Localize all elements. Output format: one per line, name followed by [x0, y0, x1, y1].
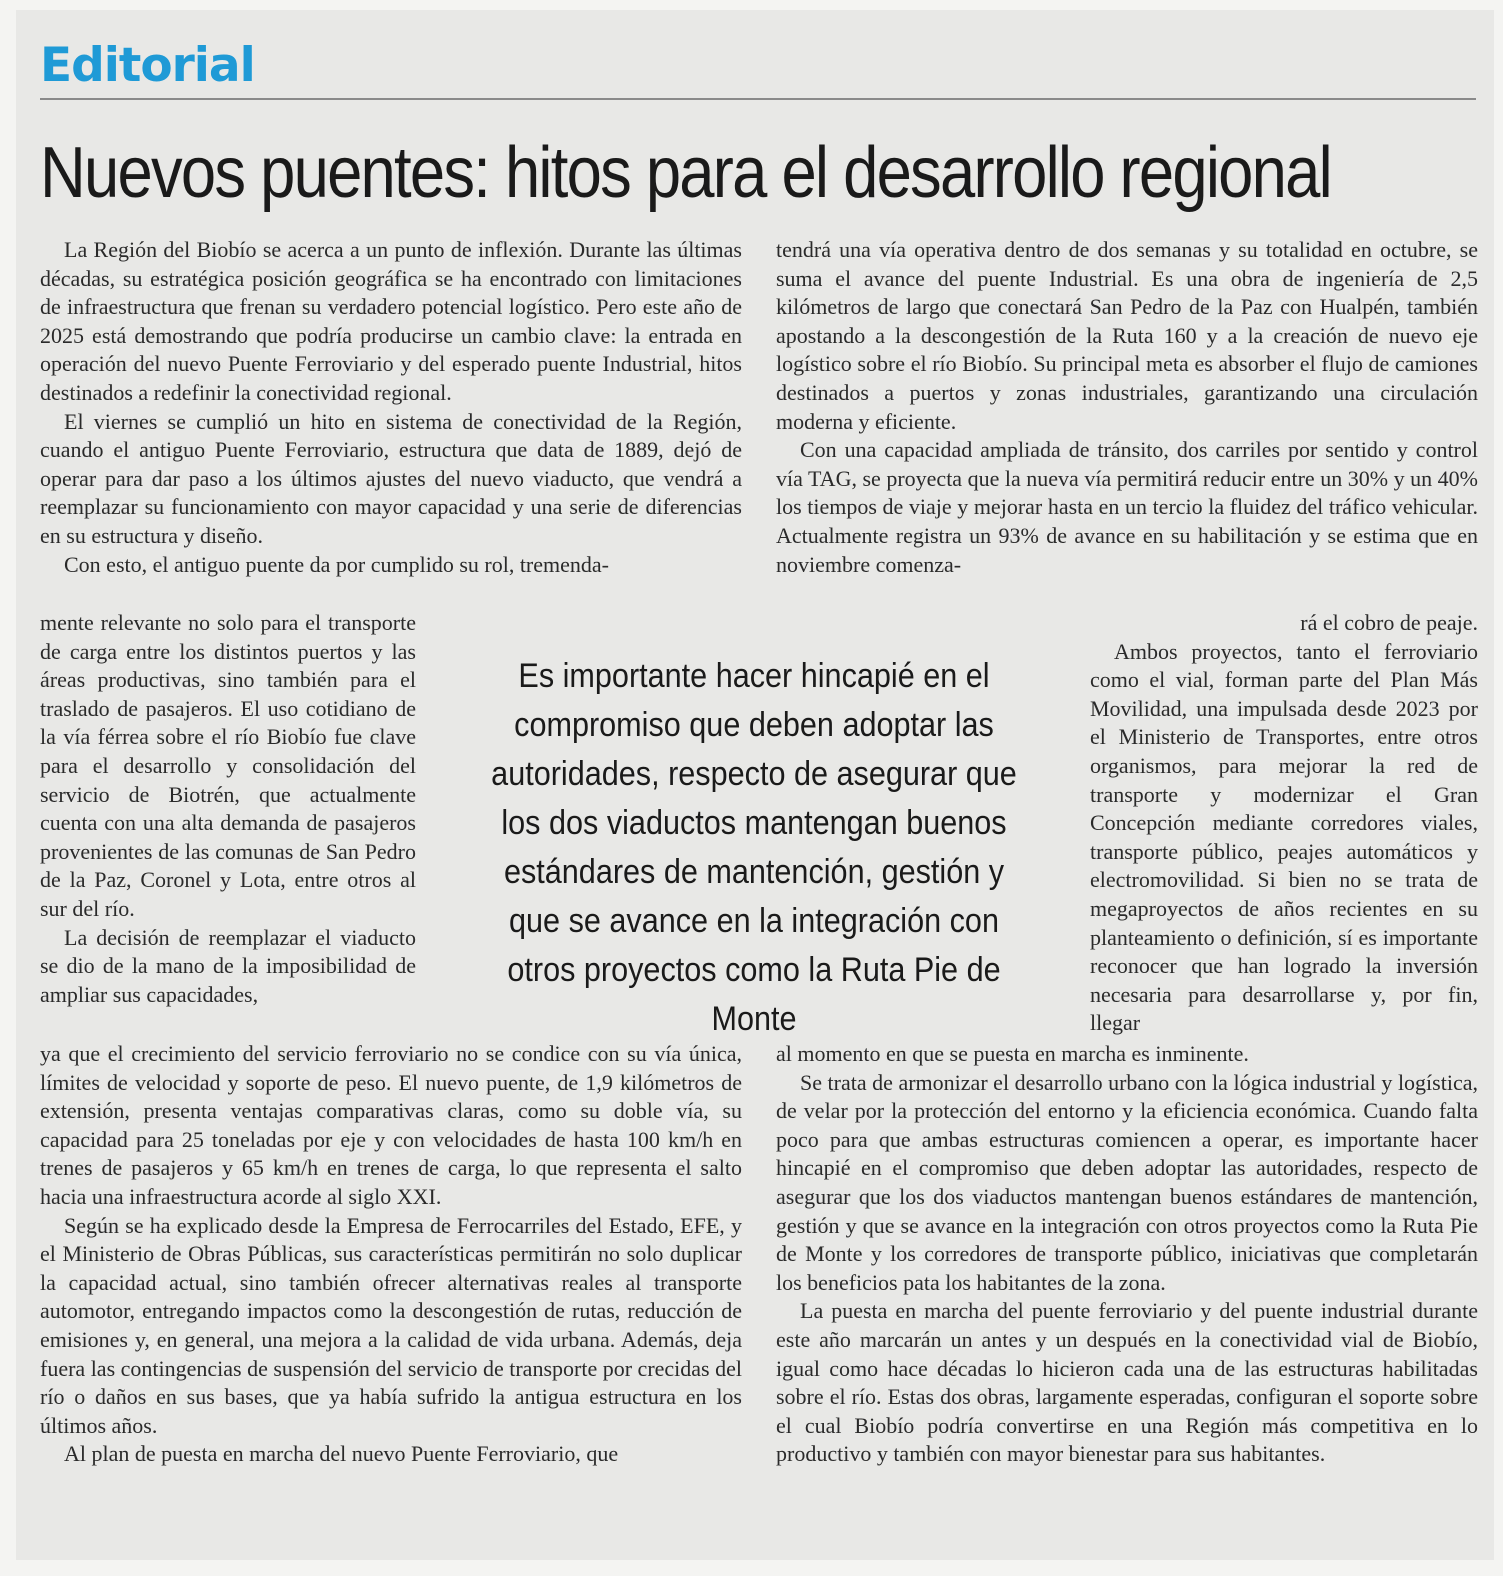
right-column-bottom — [776, 1040, 1478, 1469]
right-column-top — [776, 236, 1478, 579]
paragraph: mente relevante no solo para el transporte de carga entre los distintos puertos y las áreas productivas, sino también para el traslado de pasajeros. El uso cotidiano de la vía férrea sobre el río Biobío fue clave para el desarrollo y consolidación del servicio de Biotrén, que actualmente cuenta con una alta demanda de pasajeros provenientes de las comunas de San Pedro de la Paz, Coronel y Lota, entre otros al sur del río. — [40, 610, 416, 921]
section-divider — [40, 98, 1476, 100]
paragraph: Con esto, el antiguo puente da por cumplido su rol, tremenda- — [64, 551, 609, 577]
paragraph: Se trata de armonizar el desarrollo urbano con la lógica industrial y logística, de velar por la protección del entorno y la eficiencia económica. Cuando falta poco para que ambas estructuras comiencen a operar, es importante hacer hincapié en el compromiso que deben adoptar las autoridades, respecto de asegurar que los dos viaductos mantengan buenos estándares de mantención, gestión y que se avance en la integración con otros proyectos como la Ruta Pie de Monte y los corredores de transporte público, iniciativas que completarán los beneficios pata los habitantes de la zona. — [776, 1069, 1478, 1295]
paragraph: La puesta en marcha del puente ferroviario y del puente industrial durante este año marcarán un antes y un después en la conectividad vial de Biobío, igual como hace décadas lo hicieron cada una de las estructuras habilitadas sobre el río. Estas dos obras, largamente esperadas, configuran el soporte sobre el cual Biobío podría convertirse en una Región más competitiva en lo productivo y también con mayor bienestar para sus habitantes. — [776, 1298, 1478, 1467]
paragraph: El viernes se cumplió un hito en sistema de conectividad de la Región, cuando el antiguo Puente Ferroviario, estructura que data de 1889, dejó de operar para dar paso a los últimos ajustes del nuevo viaducto, que vendrá a reemplazar su funcionamiento con mayor capacidad y una serie de diferencias en su estructura y diseño. — [40, 408, 742, 548]
paragraph: La Región del Biobío se acerca a un punto de inflexión. Durante las últimas décadas, su estratégica posición geográfica se ha encontrado con limitaciones de infraestructura que frenan su verdadero potencial logístico. Pero este año de 2025 está demostrando que podría producirse un cambio clave: la entrada en operación del nuevo Puente Ferroviario y del esperado puente Industrial, hitos destinados a redefinir la conectividad regional. — [40, 237, 742, 405]
pull-quote: Es importante hacer hincapié en el compromiso que deben adoptar las autoridades, respecto de asegurar que los dos viaductos mantengan buenos estándares de mantención, gestión y que se avance en la integración con otros proyectos como la Ruta Pie de Monte — [491, 657, 1017, 1038]
left-column-bottom — [40, 1040, 742, 1469]
paragraph: Al plan de puesta en marcha del nuevo Puente Ferroviario, que — [64, 1441, 619, 1467]
paragraph: Ambos proyectos, tanto el ferroviario como el vial, forman parte del Plan Más Movilidad, una impulsada desde 2023 por el Ministerio de Transportes, entre otros organismos, para mejorar la red de transporte y modernizar el Gran Concepción mediante corredores viales, transporte público, peajes automáticos y electromovilidad. Si bien no se trata de megaproyectos de años recientes en su planteamiento o definición, sí es importante reconocer que han logrado la inversión necesaria para desarrollarse y, por fin, llegar — [1090, 638, 1478, 1036]
paragraph: ya que el crecimiento del servicio ferroviario no se condice con su vía única, límites de velocidad y soporte de peso. El nuevo puente, de 1,9 kilómetros de extensión, presenta ventajas comparativas claras, como su doble vía, su capacidad para 25 toneladas por eje y con velocidades de hasta 100 km/h en trenes de pasajeros y 65 km/h en trenes de carga, lo que representa el salto hacia una infraestructura acorde al siglo XXI. — [40, 1041, 742, 1209]
paragraph: Con una capacidad ampliada de tránsito, dos carriles por sentido y control vía TAG, se proyecta que la nueva vía permitirá reducir entre un 30% y un 40% los tiempos de viaje y mejorar hasta en un tercio la fluidez del tráfico vehicular. Actualmente registra un 93% de avance en su habilitación y se estima que en noviembre comenza- — [776, 437, 1478, 577]
paragraph: rá el cobro de peaje. — [1300, 610, 1478, 635]
section-label: Editorial — [40, 38, 255, 93]
paragraph: La decisión de reemplazar el viaducto se dio de la mano de la imposibilidad de ampliar sus capacidades, — [40, 924, 416, 1007]
paragraph: tendrá una vía operativa dentro de dos semanas y su totalidad en octubre, se suma el avance del puente Industrial. Es una obra de ingeniería de 2,5 kilómetros de largo que conectará San Pedro de la Paz con Hualpén, también apostando a la descongestión de la Ruta 160 y a la creación de nuevo eje logístico sobre el río Biobío. Su principal meta es absorber el flujo de camiones destinados a puertos y zonas industriales, garantizando una circulación moderna y eficiente. — [776, 237, 1478, 434]
paragraph: al momento en que se puesta en marcha es inminente. — [776, 1041, 1249, 1066]
right-column-narrow — [1090, 609, 1478, 1038]
paragraph: Según se ha explicado desde la Empresa de Ferrocarriles del Estado, EFE, y el Ministerio de Obras Públicas, sus características permitirán no solo duplicar la capacidad actual, sino también ofrecer alternativas reales al transporte automotor, entregando impactos como la descongestión de rutas, reducción de emisiones y, en general, una mejora a la calidad de vida urbana. Además, deja fuera las contingencias de suspensión del servicio de transporte por crecidas del río o daños en sus bases, que ya había sufrido la antigua estructura en los últimos años. — [40, 1212, 742, 1438]
left-column-top — [40, 236, 742, 579]
headline: Nuevos puentes: hitos para el desarrollo regional — [40, 133, 1331, 213]
left-column-narrow — [40, 609, 416, 1009]
